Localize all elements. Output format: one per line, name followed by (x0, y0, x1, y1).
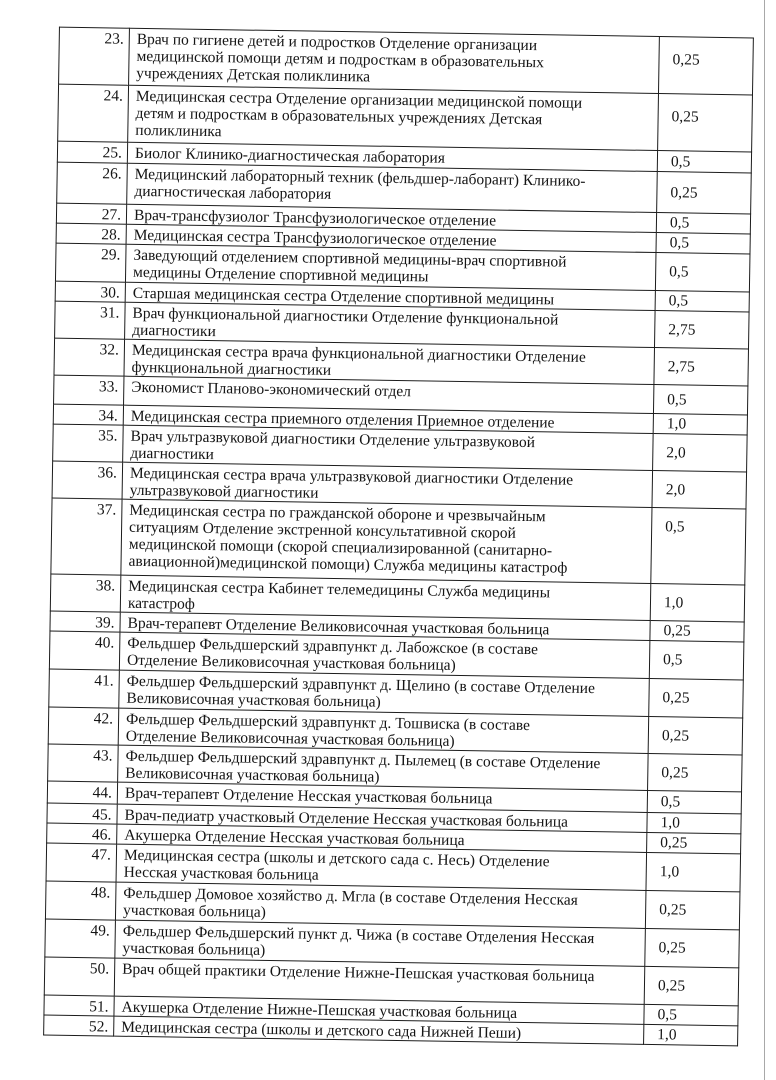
position-description: Фельдшер Фельдшерский здравпункт д. Пылемец (в составе Отделение Великовисочная участковая больница) (118, 745, 649, 790)
rate-value: 2,75 (655, 311, 750, 349)
rate-value: 1,0 (647, 812, 741, 833)
rate-value: 2,0 (653, 433, 748, 471)
row-number: 38. (50, 574, 121, 612)
rate-value: 0,5 (656, 213, 750, 234)
position-description: Фельдшер Фельдшерский здравпункт д. Лабожское (в составе Отделение Великовисочная участковая больница) (119, 632, 650, 678)
row-number: 24. (58, 84, 129, 142)
rate-value: 0,5 (653, 385, 747, 415)
row-number: 49. (45, 919, 116, 958)
position-description: Экономист Планово-экономический отдел (124, 376, 654, 413)
row-number: 27. (56, 203, 126, 224)
rate-value: 0,25 (645, 890, 740, 929)
row-number: 28. (56, 223, 126, 244)
position-description: Врач-терапевт Отделение Несская участковая больница (117, 782, 647, 812)
rate-value: 0,25 (658, 94, 753, 152)
row-number: 46. (47, 823, 117, 844)
row-number: 26. (57, 162, 128, 204)
position-description: Заведующий отделением спортивной медицины-врач спортивной медицины Отделение спортивной медицины (125, 244, 656, 290)
row-number: 47. (46, 843, 117, 882)
row-number: 25. (57, 141, 127, 163)
rate-value: 0,5 (644, 1004, 738, 1025)
rate-value: 0,5 (655, 253, 750, 292)
rate-value: 1,0 (644, 1024, 738, 1045)
rate-value: 0,25 (657, 172, 752, 214)
document-sheet (43, 27, 753, 1047)
rate-value: 0,5 (656, 233, 750, 254)
position-description: Фельдшер Фельдшерский здравпункт д. Щелино (в составе Отделение Великовисочная участковая больница) (119, 670, 650, 716)
position-description: Медицинская сестра Трансфузиологическое отделение (126, 224, 656, 252)
row-number: 31. (55, 301, 126, 339)
row-number: 44. (47, 781, 117, 804)
row-number: 37. (51, 498, 122, 575)
position-description: Медицинская сестра врача ультразвуковой диагностики Отделение ультразвуковой диагностики (122, 462, 653, 507)
rate-value: 0,25 (645, 928, 740, 967)
position-description: Медицинская сестра по гражданской обороне и чрезвычайным ситуациям Отделение экстренной консультативной скорой медицинской помощи (скорой специализированной (санитарно-авиационной)медицинской помощи) Служба медицины катастроф (121, 499, 652, 583)
rate-value: 0,25 (649, 678, 744, 717)
position-description: Врач ультразвуковой диагностики Отделение ультразвуковой диагностики (123, 425, 654, 470)
rate-value: 0,5 (651, 507, 746, 584)
position-description: Медицинская сестра приемного отделения Приемное отделение (123, 405, 653, 433)
row-number: 51. (44, 995, 114, 1016)
position-description: Врач функциональной диагностики Отделение функциональной диагностики (125, 302, 656, 347)
row-number: 40. (49, 631, 120, 670)
position-description: Медицинская сестра Отделение организации медицинской помощи детям и подросткам в образовательных учреждениях Детская поликлиника (128, 85, 659, 150)
rate-value: 2,75 (654, 348, 749, 386)
position-description: Фельдшер Фельдшерский пункт д. Чижа (в составе Отделения Несская участковая больница) (115, 920, 646, 966)
table-row (51, 498, 746, 585)
position-description: Медицинская сестра (школы и детского сада с. Несь) Отделение Несская участковая больница (116, 844, 647, 890)
row-number: 43. (48, 744, 119, 782)
row-number: 42. (48, 707, 119, 745)
row-number: 50. (44, 957, 115, 996)
row-number: 45. (47, 803, 117, 824)
row-number: 36. (52, 461, 123, 499)
row-number: 39. (50, 611, 120, 632)
row-number: 30. (55, 281, 125, 302)
rate-value: 1,0 (646, 852, 741, 891)
position-description: Старшая медицинская сестра Отделение спортивной медицины (125, 282, 655, 310)
position-description: Врач-трансфузиолог Трансфузиологическое отделение (126, 204, 656, 232)
position-description: Медицинская сестра Кабинет телемедицины Служба медицины катастроф (120, 575, 651, 620)
position-description: Медицинский лабораторный техник (фельдшер-лаборант) Клинико-диагностическая лаборатория (127, 163, 658, 212)
position-description: Врач-педиатр участковый Отделение Несская участковая больница (117, 804, 647, 832)
row-number: 52. (44, 1015, 114, 1036)
staff-table (43, 27, 754, 1047)
rate-value: 1,0 (650, 583, 745, 621)
rate-value: 0,25 (648, 716, 743, 754)
row-number: 35. (53, 424, 124, 462)
rate-value: 2,0 (652, 470, 747, 508)
row-number: 23. (59, 27, 130, 85)
rate-value: 0,25 (648, 753, 743, 791)
row-number: 33. (54, 375, 124, 405)
rate-value: 0,25 (647, 832, 741, 853)
rate-value: 1,0 (653, 413, 747, 434)
rate-value: 0,25 (644, 966, 739, 1005)
position-description: Биолог Клинико-диагностическая лаборатория (127, 142, 657, 171)
position-description: Акушерка Отделение Нижне-Пешская участковая больница (114, 996, 644, 1024)
row-number: 29. (55, 243, 126, 282)
position-description: Медицинская сестра врача функциональной диагностики Отделение функциональной диагностики (124, 339, 655, 384)
rate-value: 0,25 (650, 620, 744, 641)
rate-value: 0,5 (649, 640, 744, 679)
position-description: Медицинская сестра (школы и детского сада Нижней Пеши) (114, 1016, 644, 1044)
rate-value: 0,5 (655, 291, 749, 312)
row-number: 34. (53, 404, 123, 425)
rate-value: 0,5 (647, 790, 741, 813)
position-description: Врач по гигиене детей и подростков Отделение организации медицинской помощи детям и подросткам в образовательных учреждениях Детская поликлиника (129, 28, 660, 93)
position-description: Врач-терапевт Отделение Великовисочная участковая больница (120, 612, 650, 640)
row-number: 48. (45, 881, 116, 920)
row-number: 41. (49, 669, 120, 708)
position-description: Фельдшер Фельдшерский здравпункт д. Тошвиска (в составе Отделение Великовисочная участковая больница) (118, 708, 649, 753)
position-description: Акушерка Отделение Несская участковая больница (117, 824, 647, 852)
position-description: Фельдшер Домовое хозяйство д. Мгла (в составе Отделения Несская участковая больница) (115, 882, 646, 928)
scan-edge-line (764, 0, 765, 1080)
position-description: Врач общей практики Отделение Нижне-Пешская участковая больница (114, 958, 645, 1004)
rate-value: 0,25 (658, 37, 753, 95)
rate-value: 0,5 (657, 151, 751, 173)
row-number: 32. (54, 338, 125, 376)
